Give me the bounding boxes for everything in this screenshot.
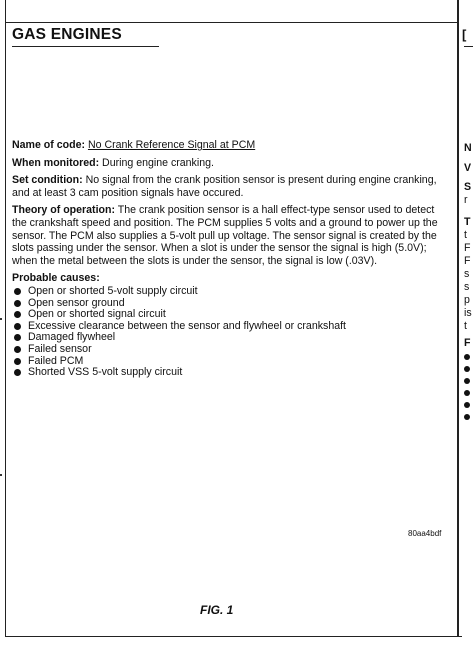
bullet-icon [464,414,470,420]
bullet-icon [464,390,470,396]
fragment: F [464,242,471,254]
when-monitored-label: When monitored: [12,156,100,169]
list-item-text: Open sensor ground [28,296,125,309]
theory-value: The crank position sensor is a hall effect-type sensor used to detect the crankshaft speed and position. The PCM supplies 5 volts and a ground to power up the sensor. The PCM also supplies a 5-volt pull up voltage. The sensor signal is created by the slots passing under the sensor. When a slot is under the sensor the signal is high (5.0V); when the metal between the slots is under the sensor, the signal is low (.03V). [12,204,438,267]
section-title: GAS ENGINES [12,26,122,43]
fragment: N [464,142,472,154]
fragment: t [464,320,467,332]
fragment: s [464,281,470,293]
bullet-icon [14,323,21,330]
name-of-code-label: Name of code: [12,139,85,151]
fragment: r [464,194,468,206]
bullet-icon [14,311,21,318]
bullet-icon [464,366,470,372]
adjacent-title-underline [464,46,473,47]
fragment: T [464,216,471,228]
title-underline [12,46,159,47]
fragment: S [464,181,472,193]
fragment: s [464,268,470,280]
list-item-text: Open or shorted signal circuit [28,308,166,321]
list-item-text: Shorted VSS 5-volt supply circuit [28,366,183,379]
list-item-text: Open or shorted 5-volt supply circuit [28,284,198,297]
list-item-text: Failed sensor [28,342,92,355]
fragment: F [464,337,471,349]
when-monitored [12,157,452,170]
when-monitored-value: During engine cranking. [102,156,214,169]
code-description [12,139,452,379]
margin-mark [0,474,2,476]
bullet-icon [14,358,21,365]
set-condition [12,174,452,199]
set-condition-value: No signal from the crank position sensor is present during engine cranking, and at least 3 cam position signals have occured. [12,174,437,199]
column-divider [457,0,459,637]
bullet-icon [464,402,470,408]
bullet-icon [14,300,21,307]
fragment: p [464,294,470,306]
fragment: t [464,229,467,241]
bullet-icon [14,334,21,341]
margin-mark [0,318,2,320]
bullet-icon [14,369,21,376]
probable-causes-list [12,286,452,379]
list-item [12,367,452,379]
set-condition-label: Set condition: [12,174,83,187]
fragment: is [464,307,472,319]
list-item-text: Damaged flywheel [28,331,116,344]
adjacent-column-title-fragment: [ [462,27,467,42]
figure-caption: FIG. 1 [200,603,234,617]
probable-causes-label: Probable causes: [12,272,100,285]
fragment: V [464,162,472,174]
bullet-icon [14,346,21,353]
theory-of-operation [12,204,452,267]
probable-causes [12,272,452,378]
top-border [5,0,458,23]
list-item-text: Excessive clearance between the sensor and flywheel or crankshaft [28,319,346,332]
bullet-icon [464,354,470,360]
name-of-code-value: No Crank Reference Signal at PCM [87,139,256,151]
figure-code: 80aa4bdf [408,529,442,538]
bullet-icon [14,288,21,295]
list-item-text: Failed PCM [28,354,84,367]
theory-label: Theory of operation: [12,204,115,217]
name-of-code [12,139,452,152]
fragment: F [464,255,471,267]
bullet-icon [464,378,470,384]
